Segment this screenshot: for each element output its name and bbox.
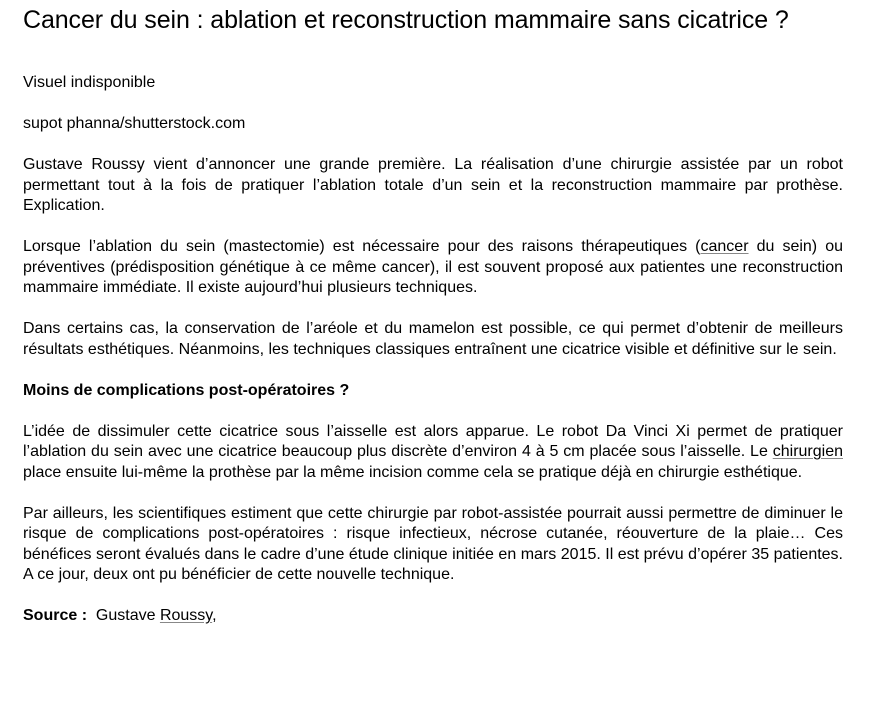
paragraph-mastectomy (23, 237, 843, 299)
paragraph-text: Lorsque l’ablation du sein (mastectomie) est nécessaire pour des raisons thérapeutiques ( (23, 238, 701, 255)
article (23, 0, 843, 627)
paragraph-robot (23, 422, 843, 484)
source-line (23, 606, 843, 627)
paragraph-text: L’idée de dissimuler cette cicatrice sous l’aisselle est alors apparue. Le robot Da Vinci Xi permet de pratiquer l’ablation du sein avec une cicatrice beaucoup plus discrète d’environ 4 à 5 cm placée sous l’aisselle. Le (23, 422, 843, 460)
image-credit: supot phanna/shutterstock.com (23, 115, 246, 132)
cancer-link[interactable]: cancer (700, 238, 749, 255)
paragraph-complications: Par ailleurs, les scientifiques estiment que cette chirurgie par robot-assistée pourrait aussi permettre de diminuer le risque de complications post-opératoires : risque infectieux, nécrose cutanée, réouverture de la plaie… Ces bénéfices seront évalués dans le cadre d’une étude clinique initiée en mars 2015. Il est prévu d’opérer 35 patientes. A ce jour, deux ont pu bénéficier de cette nouvelle technique. (23, 504, 843, 583)
source-label: Source : (23, 607, 88, 624)
paragraph-text: place ensuite lui-même la prothèse par la même incision comme cela se pratique déjà en chirurgie esthétique. (23, 463, 803, 481)
source-text: Gustave (87, 607, 160, 624)
paragraph-areola: Dans certains cas, la conservation de l’aréole et du mamelon est possible, ce qui permet d’obtenir de meilleurs résultats esthétiques. Néanmoins, les techniques classiques entraînent une cicatrice visible et définitive sur le sein. (23, 320, 843, 358)
paragraph-text: du sein) ou préventives (prédisposition génétique à ce même cancer), il est souvent proposé aux patientes une reconstruction mammaire immédiate. Il existe aujourd’hui plusieurs techniques. (23, 238, 843, 296)
roussy-link[interactable]: Roussy (159, 607, 213, 624)
source-trailing: , (212, 607, 217, 624)
chirurgien-link[interactable]: chirurgien (772, 443, 843, 460)
image-placeholder: Visuel indisponible (23, 74, 156, 91)
intro-paragraph: Gustave Roussy vient d’annoncer une grande première. La réalisation d’une chirurgie assistée par un robot permettant tout à la fois de pratiquer l’ablation totale d’un sein et la reconstruction mammaire par prothèse. Explication. (23, 156, 843, 214)
article-title: Cancer du sein : ablation et reconstruction mammaire sans cicatrice ? (23, 6, 789, 34)
subheading: Moins de complications post-opératoires ? (23, 381, 350, 399)
